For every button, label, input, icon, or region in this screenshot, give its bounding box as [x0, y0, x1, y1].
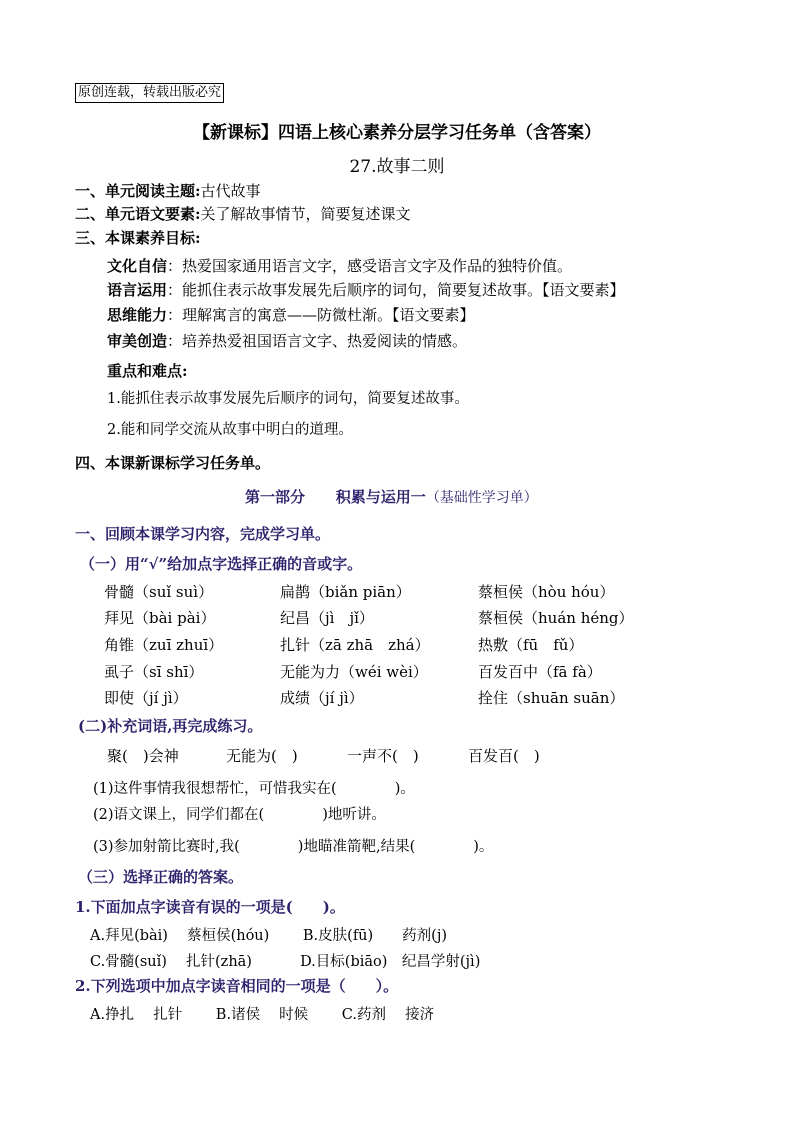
idiom-blank: 一声不( ) — [347, 747, 419, 765]
copyright-notice: 原创连载，转载出版必究 — [75, 83, 224, 103]
goal-aesthetic — [107, 330, 467, 351]
goal-text: ：能抓住表示故事发展先后顺序的词句，简要复述故事。【语文要素】 — [167, 281, 625, 299]
mc-question-2: 2.下列选项中加点字读音相同的一项是（ ）。 — [75, 977, 399, 995]
goal-text: ：理解寓言的寓意——防微杜渐。【语文要素】 — [167, 306, 475, 324]
question-1c-title: （三）选择正确的答案。 — [78, 868, 244, 886]
goal-label: 语言运用 — [107, 281, 168, 299]
goal-text: ：热爱国家通用语言文字，感受语言文字及作品的独特价值。 — [167, 257, 573, 275]
pinyin-item: 百发百中（fā fà） — [478, 663, 602, 681]
part-type: （基础性学习单） — [425, 490, 538, 506]
pinyin-item: 虱子（sī shī） — [104, 663, 204, 681]
section-1 — [75, 180, 261, 201]
pinyin-item: 纪昌（jì jǐ） — [280, 609, 374, 627]
key-point-1: 1.能抓住表示故事发展先后顺序的词句，简要复述故事。 — [107, 391, 469, 407]
goal-text: ：培养热爱祖国语言文字、热爱阅读的情感。 — [167, 332, 468, 350]
idiom-blank: 百发百( ) — [468, 747, 540, 765]
question-1b-title: (二)补充词语,再完成练习。 — [78, 717, 263, 735]
pinyin-item: 拜见（bài pài） — [104, 609, 216, 627]
fill-sentence-3: (3)参加射箭比赛时,我( )地瞄准箭靶,结果( )。 — [93, 839, 494, 855]
pinyin-item: 蔡桓侯（hòu hóu） — [478, 583, 615, 601]
lesson-title: 27.故事二则 — [349, 157, 445, 177]
pinyin-item: 拴住（shuān suān） — [478, 689, 625, 707]
goal-label: 审美创造 — [107, 332, 168, 350]
goal-culture — [107, 255, 572, 276]
fill-sentence-2: (2)语文课上，同学们都在( )地听讲。 — [93, 807, 386, 823]
idiom-blank: 聚( )会神 — [107, 747, 179, 765]
fill-sentence-1: (1)这件事情我很想帮忙，可惜我实在( )。 — [93, 781, 415, 797]
key-points-label: 重点和难点: — [107, 362, 188, 380]
section-4: 四、本课新课标学习任务单。 — [75, 454, 271, 472]
part-one-heading — [245, 486, 538, 507]
section-2-text: 关了解故事情节，简要复述课文 — [200, 205, 411, 223]
pinyin-item: 即使（jí jì） — [104, 689, 188, 707]
mc-2-options: A.挣扎 扎针 B.诸侯 时候 C.药剂 接济 — [90, 1007, 435, 1023]
key-point-2: 2.能和同学交流从故事中明白的道理。 — [107, 422, 353, 438]
idiom-blank: 无能为( ) — [226, 747, 298, 765]
section-2 — [75, 203, 411, 224]
mc-1-options-cd: C.骨髓(suǐ) 扎针(zhā) D.目标(biāo) 纪昌学射(jì) — [90, 954, 481, 970]
pinyin-item: 扁鹊（biǎn piān） — [280, 583, 411, 601]
pinyin-item: 无能为力（wéi wèi） — [280, 663, 428, 681]
section-2-label: 二、单元语文要素: — [75, 205, 201, 223]
goal-language — [107, 279, 625, 300]
goal-thinking — [107, 304, 475, 325]
section-3-label: 三、本课素养目标: — [75, 229, 201, 247]
goal-label: 思维能力 — [107, 306, 168, 324]
section-1-label: 一、单元阅读主题: — [75, 182, 201, 200]
pinyin-item: 热敷（fū fǔ） — [478, 636, 584, 654]
pinyin-item: 扎针（zā zhā zhá） — [280, 636, 430, 654]
pinyin-item: 成绩（jí jì） — [280, 689, 364, 707]
section-1-text: 古代故事 — [200, 182, 261, 200]
page-title: 【新课标】四语上核心素养分层学习任务单（含答案） — [193, 123, 601, 143]
pinyin-item: 蔡桓侯（huán héng） — [478, 609, 634, 627]
part-label: 第一部分 — [245, 488, 306, 506]
part-name: 积累与运用一 — [335, 488, 426, 506]
mc-1-options-ab: A.拜见(bài) 蔡桓侯(hóu) B.皮肤(fū) 药剂(j) — [90, 928, 447, 944]
pinyin-item: 骨髓（suǐ suì） — [104, 583, 214, 601]
goal-label: 文化自信 — [107, 257, 168, 275]
question-1-intro: 一、回顾本课学习内容，完成学习单。 — [75, 525, 331, 543]
pinyin-item: 角锥（zuī zhuī） — [104, 636, 224, 654]
mc-question-1: 1.下面加点字读音有误的一项是( )。 — [75, 898, 345, 916]
question-1a-title: （一）用“√”给加点字选择正确的音或字。 — [80, 555, 363, 573]
